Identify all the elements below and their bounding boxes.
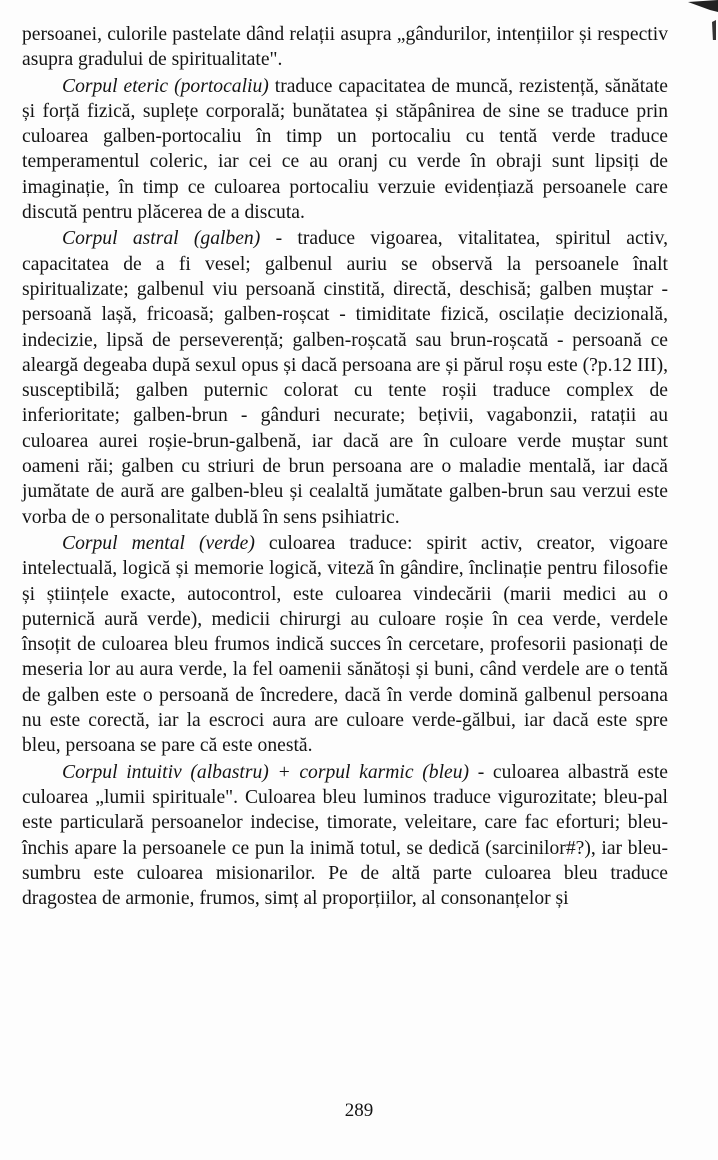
paragraph-heading: Corpul astral (galben): [62, 228, 261, 250]
paragraph-etheric-body: [22, 74, 668, 226]
page-number: 289: [344, 1100, 374, 1121]
page-corner-scan-mark: [688, 0, 718, 40]
paragraph-text: - culoarea albastră este culoarea „lumii spirituale". Culoarea bleu luminos traduce vigurozitate; bleu-pal este particulară persoanelor indecise, timorate, veleitare, care fac eforturi; bleu-închis apare la persoanele ce pun la inimă totul, se dedică (sarcinilor#?), iar bleu-sumbru este culoarea misionarilor. Pe de altă parte culoarea bleu traduce dragostea de armonie, frumos, simț al proporțiilor, al consonanțelor și: [22, 761, 669, 910]
paragraph-heading: Corpul eteric (portocaliu): [62, 75, 269, 97]
paragraph-astral-body: [22, 226, 668, 530]
paragraph-intuitive-karmic-body: [22, 760, 668, 912]
paragraph-text: persoanei, culorile pastelate dând relații asupra „gândurilor, intențiilor și respectiv asupra gradului de spiritualitate".: [22, 24, 668, 71]
paragraph-text: traduce capacitatea de muncă, rezistență, sănătate și forță fizică, suplețe corporală; bunătatea și stăpânirea de sine se traduce prin culoarea galben-portocaliu în timp un portocaliu cu tentă verde traduce temperamentul coleric, iar cei ce au oranj cu verde în obraji sunt lipsiți de imaginație, în timp ce culoarea portocaliu verzuie evidențiază persoanele care discută pentru plăcerea de a discuta.: [22, 75, 668, 224]
paragraph-heading: Corpul mental (verde): [62, 532, 255, 554]
paragraph-heading: Corpul intuitiv (albastru) + corpul karmic (bleu): [62, 761, 470, 783]
paragraph-mental-body: [22, 531, 668, 759]
body-text: [22, 22, 668, 912]
paragraph-text: - traduce vigoarea, vitalitatea, spiritul activ, capacitatea de a fi vesel; galbenul auriu se observă la persoanele înalt spiritualizate; galbenul viu persoană cinstită, directă, deschisă; galben muștar - persoană lașă, fricoasă; galben-roșcat - timiditate fizică, oscilație decizională, indecizie, lipsă de perseverență; galben-roșcată sau brun-roșcată - persoană ce aleargă degeaba după sexul opus și dacă persoana are și părul roșu este (?p.12 III), susceptibilă; galben puternic colorat cu tente roșii traduce complex de inferioritate; galben-brun - gânduri necurate; bețivii, vagabonzii, ratații au culoarea aurei roșie-brun-galbenă, iar dacă are în culoare verde muștar sunt oameni răi; galben cu striuri de brun persoana are o maladie mentală, iar dacă jumătate de aură are galben-bleu și cealaltă jumătate galben-brun sau verzui este vorba de o personalitate dublă în sens psihiatric.: [22, 228, 668, 528]
paragraph-text: culoarea traduce: spirit activ, creator, vigoare intelectuală, logică și memorie logică, viteză în gândire, înclinație pentru filosofie și științele exacte, autocontrol, este culoarea vindecării (marii medici au o puternică aură verde), medicii chirurgi au culoare roșie în cea verde, verdele însoțit de culoarea bleu frumos indică succes în cercetare, profesorii pasionați de meseria lor au aura verde, la fel oamenii sănătoși și buni, când verdele are o tentă de galben este o persoană de încredere, dacă în verde domină galbenul persoana nu este corectă, iar la escroci aura are culoare verde-gălbui, iar dacă este spre bleu, persoana se pare că este onestă.: [22, 532, 668, 757]
paragraph-continuation: [22, 22, 668, 73]
